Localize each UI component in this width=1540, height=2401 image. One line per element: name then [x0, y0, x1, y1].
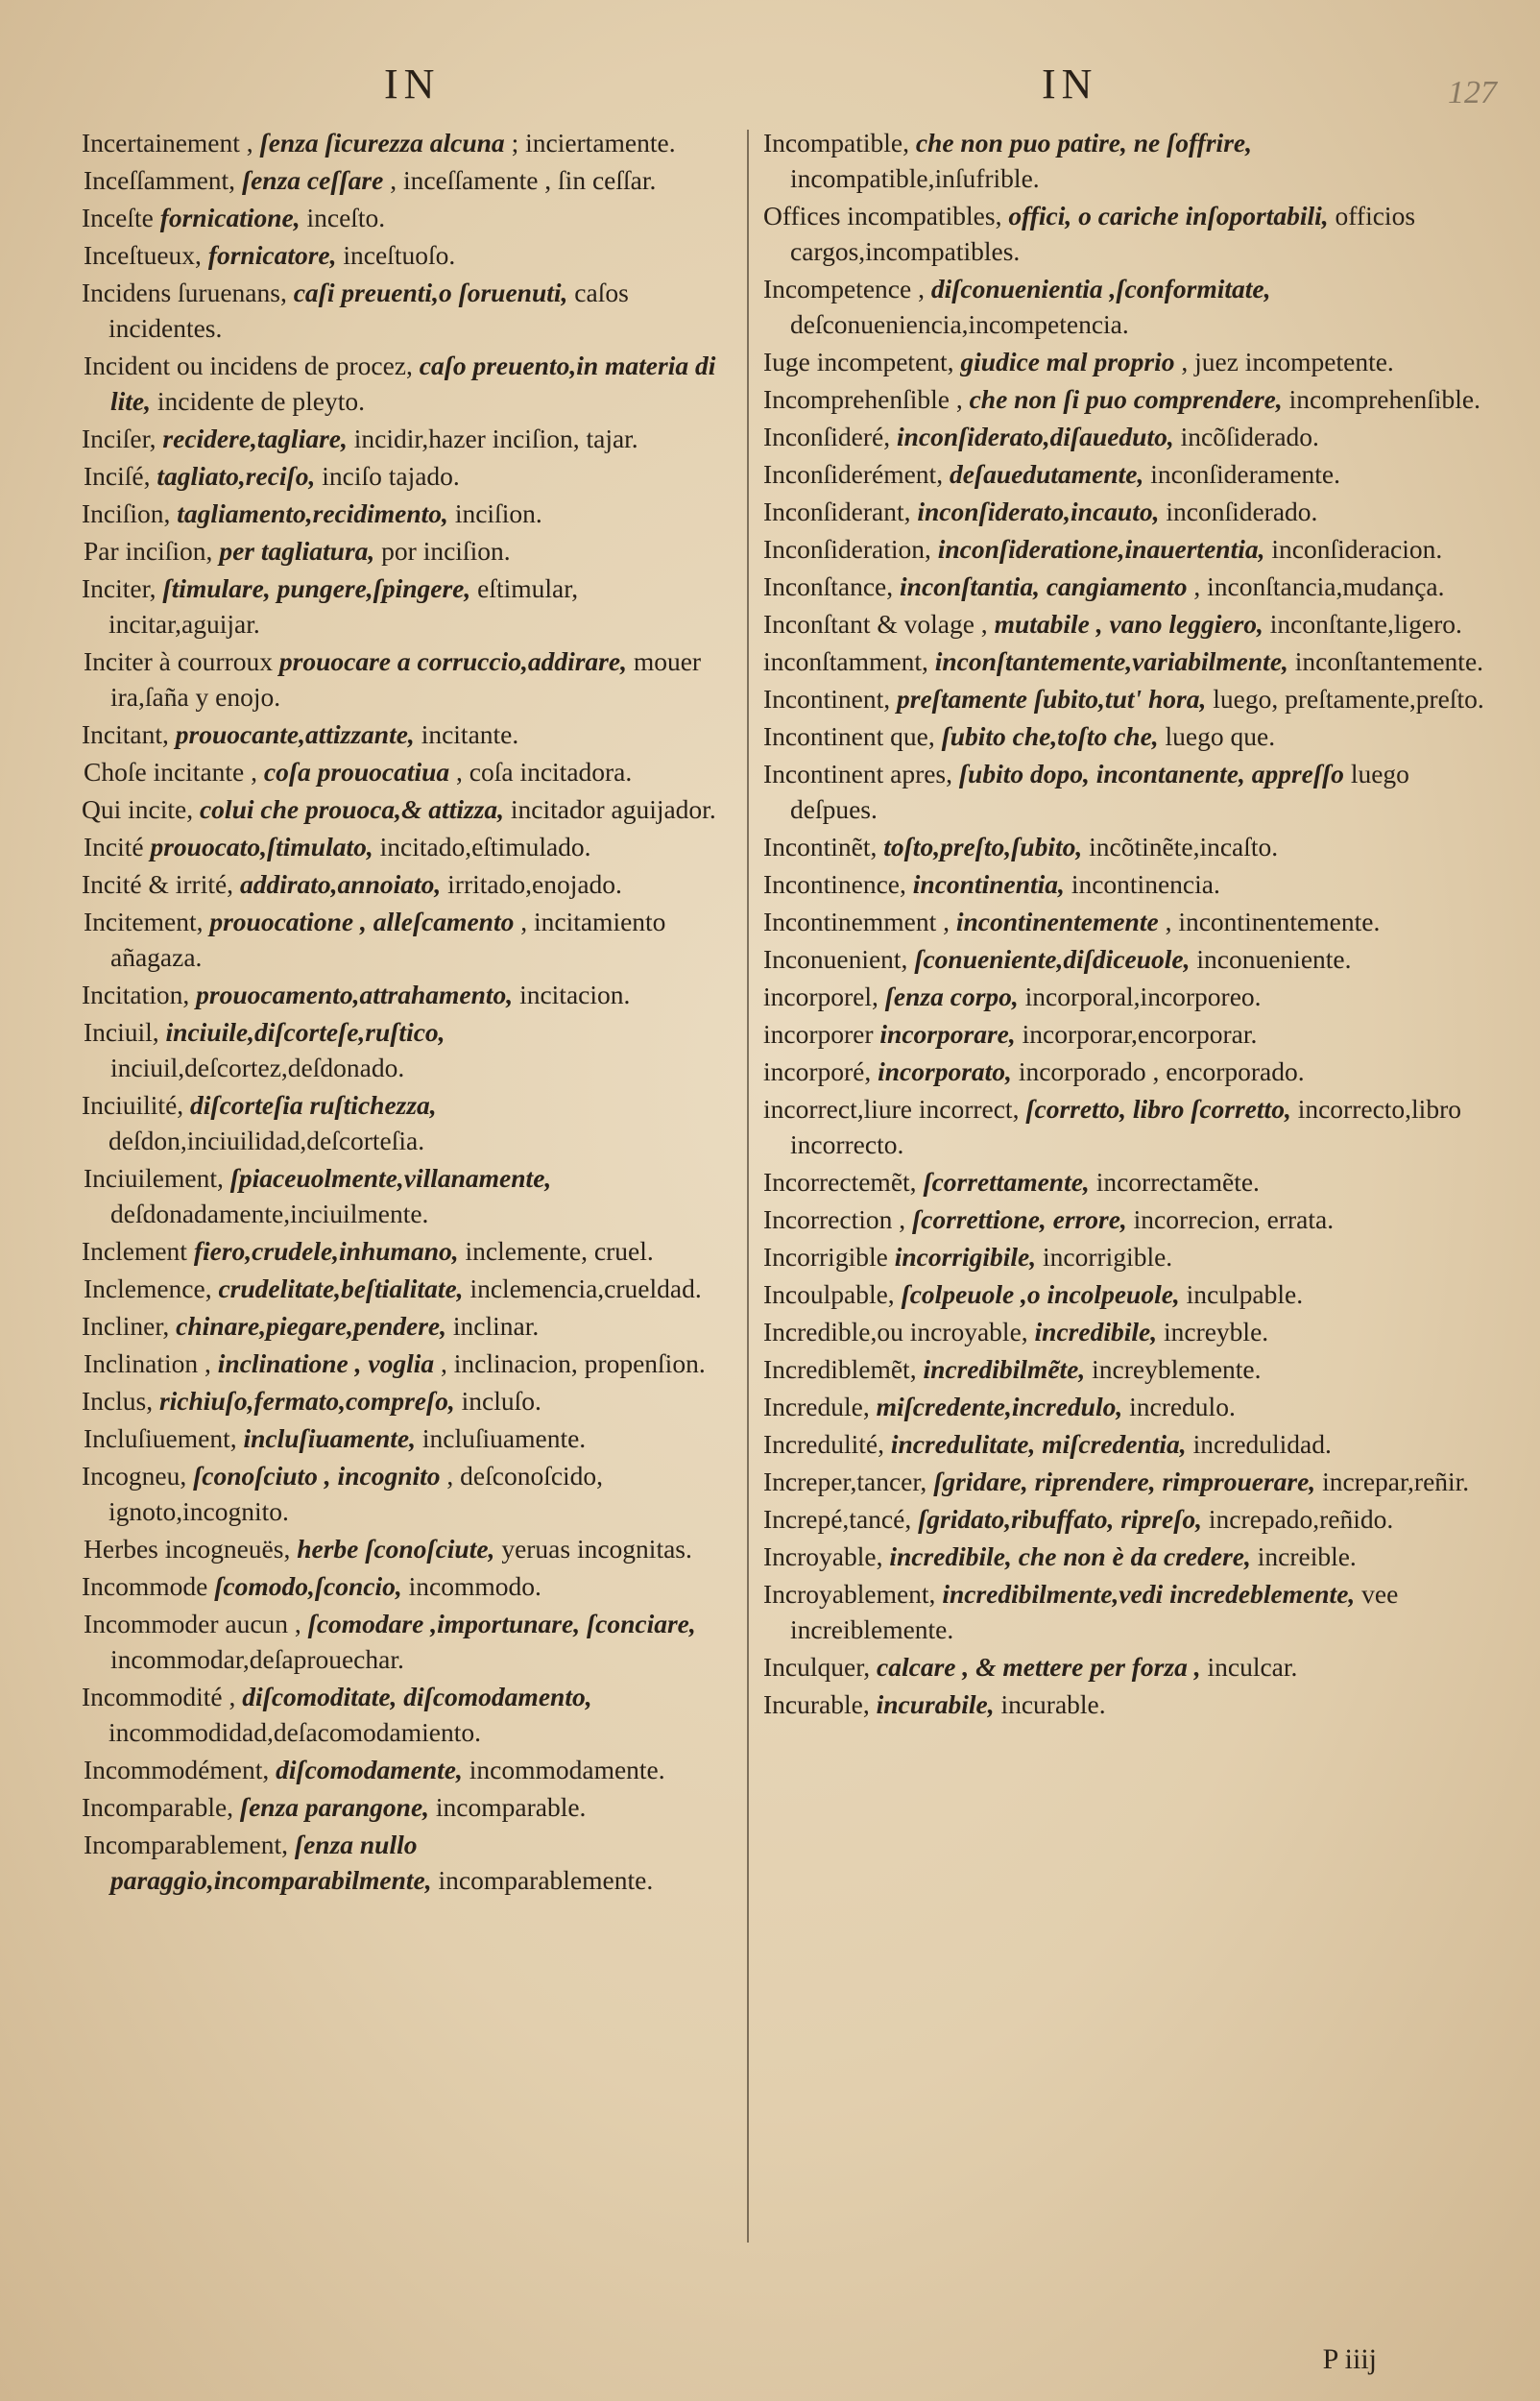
running-head-left: IN: [384, 61, 441, 108]
spanish-translation: inceſto.: [306, 203, 386, 232]
spanish-translation: inculcar.: [1207, 1652, 1298, 1682]
headword: Incrediblemẽt,: [763, 1354, 917, 1384]
headword: incorrect,liure incorrect,: [763, 1094, 1020, 1124]
headword: Inciter à courroux: [84, 646, 273, 676]
spanish-translation: incidente de pleyto.: [156, 386, 365, 416]
dictionary-entry: [82, 1679, 734, 1750]
spanish-translation: , deſconoſcido, ignoto,incognito.: [108, 1461, 604, 1526]
dictionary-entry: [82, 1233, 734, 1269]
left-column: [82, 125, 734, 1900]
headword: Incommodité ,: [82, 1682, 236, 1711]
spanish-translation: incompatible,inſufrible.: [790, 163, 1040, 193]
headword: Inconſtant & volage ,: [763, 609, 988, 639]
dictionary-entry: [763, 718, 1493, 754]
dictionary-entry: [763, 381, 1493, 417]
dictionary-entry: [82, 1827, 734, 1898]
spanish-translation: inciſo tajado.: [322, 461, 460, 491]
spanish-translation: incõtinẽte,incaſto.: [1089, 832, 1279, 861]
dictionary-entry: [763, 904, 1493, 939]
dictionary-entry: [763, 1091, 1493, 1162]
italian-translation: diſcorteſia ruſtichezza,: [190, 1090, 437, 1120]
dictionary-entry: [763, 1649, 1493, 1685]
italian-translation: ſpiaceuolmente,villanamente,: [229, 1163, 552, 1193]
dictionary-entry: [82, 829, 734, 864]
dictionary-entry: [82, 275, 734, 346]
spanish-translation: caſos incidentes.: [108, 278, 629, 343]
italian-translation: coſa prouocatiua: [263, 757, 450, 787]
spanish-translation: inciuil,deſcortez,deſdonado.: [110, 1053, 405, 1082]
dictionary-entry: [763, 1501, 1493, 1537]
headword: Incroyable,: [763, 1541, 883, 1571]
headword: Incomprehenſible ,: [763, 384, 963, 414]
spanish-translation: incorporar,encorporar.: [1022, 1019, 1258, 1049]
italian-translation: ſcomodare ,importunare, ſconciare,: [307, 1609, 696, 1638]
dictionary-entry: [763, 271, 1493, 342]
headword: Incluſiuement,: [84, 1423, 237, 1453]
spanish-translation: incommodamente.: [469, 1755, 665, 1784]
italian-translation: caſi preuenti,o ſoruenuti,: [293, 278, 568, 307]
spanish-translation: incidir,hazer inciſion, tajar.: [353, 424, 638, 453]
spanish-translation: inconſiderado.: [1166, 497, 1318, 526]
headword: Inconuenient,: [763, 944, 908, 974]
dictionary-entry: [82, 200, 734, 235]
spanish-translation: mouer ira,ſaña y enojo.: [110, 646, 702, 712]
italian-translation: incredibilmẽte,: [923, 1354, 1086, 1384]
dictionary-entry: [82, 1160, 734, 1231]
spanish-translation: incomprehenſible.: [1288, 384, 1480, 414]
dictionary-entry: [763, 1576, 1493, 1647]
italian-translation: ſenza parangone,: [239, 1792, 430, 1822]
headword: Incredule,: [763, 1392, 870, 1421]
spanish-translation: yeruas incognitas.: [501, 1534, 692, 1564]
spanish-translation: eſtimular, incitar,aguijar.: [108, 573, 579, 639]
dictionary-entry: [82, 162, 734, 198]
dictionary-entry: [82, 1271, 734, 1306]
italian-translation: giudice mal proprio: [960, 347, 1175, 376]
headword: Inciuil,: [84, 1017, 159, 1047]
spanish-translation: deſdonadamente,inciuilmente.: [110, 1199, 429, 1228]
spanish-translation: , incitamiento añagaza.: [110, 907, 666, 972]
spanish-translation: , inceſſamente , ſin ceſſar.: [390, 165, 657, 195]
italian-translation: ſubito dopo, incontanente, appreſſo: [958, 759, 1344, 788]
headword: Iuge incompetent,: [763, 347, 954, 376]
headword: Inconſideration,: [763, 534, 931, 564]
dictionary-entry: [82, 1420, 734, 1456]
spanish-translation: incurable.: [1000, 1689, 1106, 1719]
dictionary-entry: [82, 1568, 734, 1604]
dictionary-entry: [763, 1539, 1493, 1574]
italian-translation: incredulitate, miſcredentia,: [890, 1429, 1187, 1459]
headword: Incontinemment ,: [763, 907, 950, 936]
headword: Inceſte: [82, 203, 154, 232]
headword: Inceſtueux,: [84, 240, 202, 270]
spanish-translation: deſconueniencia,incompetencia.: [790, 309, 1129, 339]
spanish-translation: inclemencia,crueldad.: [469, 1273, 702, 1303]
dictionary-entry: [82, 1458, 734, 1529]
italian-translation: inclinatione , voglia: [217, 1348, 435, 1378]
italian-translation: addirato,annoiato,: [239, 869, 442, 899]
dictionary-entry: [763, 1314, 1493, 1349]
dictionary-entry: [763, 681, 1493, 716]
spanish-translation: incorporal,incorporeo.: [1024, 982, 1262, 1011]
spanish-translation: incontinencia.: [1071, 869, 1220, 899]
spanish-translation: incitacion.: [519, 980, 631, 1009]
italian-translation: ſtimulare, pungere,ſpingere,: [162, 573, 471, 603]
italian-translation: inconſtantia, cangiamento: [900, 571, 1188, 601]
spanish-translation: inclinar.: [452, 1311, 540, 1341]
spanish-translation: , juez incompetente.: [1181, 347, 1394, 376]
dictionary-entry: [763, 198, 1493, 269]
headword: Incontinent que,: [763, 721, 935, 751]
spanish-translation: incredulidad.: [1192, 1429, 1332, 1459]
headword: Inciſé,: [84, 461, 151, 491]
italian-translation: colui che prouoca,& attizza,: [199, 794, 504, 824]
spanish-translation: vee increiblemente.: [790, 1579, 1399, 1644]
italian-translation: ſcorretto, libro ſcorretto,: [1025, 1094, 1291, 1124]
signature-mark: P iiij: [1322, 2343, 1377, 2375]
italian-translation: diſcomodamente,: [276, 1755, 463, 1784]
italian-translation: ſcorrettione, errore,: [912, 1204, 1127, 1234]
running-head-right: IN: [1042, 61, 1098, 108]
headword: Qui incite,: [82, 794, 194, 824]
headword: Inceſſamment,: [84, 165, 236, 195]
italian-translation: chinare,piegare,pendere,: [176, 1311, 447, 1341]
headword: Incroyablement,: [763, 1579, 936, 1609]
italian-translation: incurabile,: [876, 1689, 995, 1719]
headword: Inciuilement,: [84, 1163, 224, 1193]
headword: Incontinent,: [763, 684, 891, 714]
italian-translation: caſo preuento,in materia di lite,: [110, 351, 716, 416]
headword: Inconſiderément,: [763, 459, 944, 489]
italian-translation: ſenza corpo,: [884, 982, 1019, 1011]
dictionary-entry: [82, 1606, 734, 1677]
italian-translation: herbe ſconoſciute,: [297, 1534, 495, 1564]
dictionary-entry: [763, 1464, 1493, 1499]
italian-translation: ſcomodo,ſconcio,: [214, 1571, 402, 1601]
italian-translation: incredibile, che non è da credere,: [889, 1541, 1251, 1571]
spanish-translation: incorrigible.: [1043, 1242, 1173, 1272]
headword: Incoulpable,: [763, 1279, 895, 1309]
dictionary-entry: [763, 1164, 1493, 1200]
dictionary-entry: [763, 1426, 1493, 1462]
headword: Inclement: [82, 1236, 187, 1266]
right-column: [763, 125, 1493, 1724]
italian-translation: che non ſi puo comprendere,: [969, 384, 1283, 414]
headword: incorporé,: [763, 1056, 872, 1086]
italian-translation: incorporato,: [878, 1056, 1012, 1086]
headword: Incorrectemẽt,: [763, 1167, 917, 1197]
headword: Par inciſion,: [84, 536, 213, 566]
spanish-translation: , incontinentemente.: [1165, 907, 1381, 936]
headword: Inconſideré,: [763, 422, 891, 451]
dictionary-entry: [82, 977, 734, 1012]
headword: Herbes incogneuës,: [84, 1534, 291, 1564]
headword: Choſe incitante ,: [84, 757, 257, 787]
italian-translation: fiero,crudele,inhumano,: [193, 1236, 459, 1266]
spanish-translation: increpar,reñir.: [1322, 1467, 1470, 1496]
spanish-translation: incommodo.: [408, 1571, 541, 1601]
dictionary-entry: [82, 570, 734, 642]
headword: Incompatible,: [763, 128, 909, 158]
page-number: 127: [1448, 75, 1497, 110]
spanish-translation: increible.: [1257, 1541, 1357, 1571]
headword: Incitement,: [84, 907, 204, 936]
dictionary-entry: [763, 1276, 1493, 1312]
dictionary-entry: [763, 125, 1493, 196]
headword: incorporer: [763, 1019, 874, 1049]
headword: Increpé,tancé,: [763, 1504, 912, 1534]
headword: Incorrigible: [763, 1242, 888, 1272]
dictionary-entry: [82, 904, 734, 975]
dictionary-entry: [82, 754, 734, 789]
headword: Incommode: [82, 1571, 208, 1601]
dictionary-entry: [763, 1686, 1493, 1722]
headword: Incontinẽt,: [763, 832, 878, 861]
italian-translation: offici, o cariche inſoportabili,: [1008, 201, 1329, 230]
headword: Incommodément,: [84, 1755, 270, 1784]
spanish-translation: incluſiuamente.: [421, 1423, 587, 1453]
spanish-translation: incitado,eſtimulado.: [379, 832, 591, 861]
italian-translation: ſconoſciuto , incognito: [193, 1461, 441, 1491]
italian-translation: ſenza ceſſare: [241, 165, 384, 195]
italian-translation: ſubito che,toſto che,: [941, 721, 1159, 751]
italian-translation: ſgridato,ribuffato, ripreſo,: [918, 1504, 1202, 1534]
headword: Incident ou incidens de procez,: [84, 351, 413, 380]
dictionary-entry: [82, 1752, 734, 1787]
dictionary-entry: [82, 1087, 734, 1158]
headword: Incorrection ,: [763, 1204, 906, 1234]
italian-translation: richiuſo,fermato,compreſo,: [158, 1386, 455, 1416]
dictionary-entry: [763, 1016, 1493, 1052]
italian-translation: che non puo patire, ne ſoffrire,: [915, 128, 1252, 158]
italian-translation: tagliamento,recidimento,: [177, 498, 448, 528]
italian-translation: ſconueniente,diſdiceuole,: [914, 944, 1191, 974]
headword: Incertainement ,: [82, 128, 253, 158]
headword: Incomparable,: [82, 1792, 234, 1822]
spanish-translation: incõſiderado.: [1180, 422, 1319, 451]
italian-translation: incontinentia,: [912, 869, 1065, 899]
spanish-translation: officios cargos,incompatibles.: [790, 201, 1416, 266]
italian-translation: incredibile,: [1034, 1317, 1158, 1346]
italian-translation: ſcolpeuole ,o incolpeuole,: [901, 1279, 1180, 1309]
spanish-translation: incomparable.: [435, 1792, 587, 1822]
dictionary-entry: [763, 531, 1493, 567]
dictionary-entry: [82, 1014, 734, 1085]
italian-translation: tagliato,reciſo,: [156, 461, 316, 491]
headword: Incredulité,: [763, 1429, 884, 1459]
headword: Inclemence,: [84, 1273, 212, 1303]
headword: Offices incompatibles,: [763, 201, 1002, 230]
headword: Inciſer,: [82, 424, 156, 453]
headword: Inconſiderant,: [763, 497, 911, 526]
dictionary-entry: [763, 643, 1493, 679]
italian-translation: inconſiderato,diſaueduto,: [896, 422, 1174, 451]
spanish-translation: incorporado , encorporado.: [1018, 1056, 1305, 1086]
spanish-translation: inciſion.: [454, 498, 542, 528]
italian-translation: prouocare a corruccio,addirare,: [278, 646, 627, 676]
spanish-translation: incorrecto,libro incorrecto.: [790, 1094, 1461, 1159]
italian-translation: inconſideratione,inauertentia,: [937, 534, 1265, 564]
dictionary-entry: [763, 829, 1493, 864]
dictionary-entry: [82, 1346, 734, 1381]
headword: Inciuilité,: [82, 1090, 184, 1120]
headword: inconſtamment,: [763, 646, 928, 676]
headword: Inclination ,: [84, 1348, 211, 1378]
italian-translation: recidere,tagliare,: [162, 424, 348, 453]
italian-translation: fornicatore,: [207, 240, 337, 270]
dictionary-entry: [82, 866, 734, 902]
dictionary-entry: [763, 569, 1493, 604]
headword: Inciſion,: [82, 498, 171, 528]
headword: Incomparablement,: [84, 1830, 289, 1859]
spanish-translation: increyble.: [1163, 1317, 1269, 1346]
italian-translation: inconſiderato,incauto,: [917, 497, 1160, 526]
italian-translation: diſcomoditate, diſcomodamento,: [242, 1682, 592, 1711]
italian-translation: deſauedutamente,: [949, 459, 1144, 489]
spanish-translation: inculpable.: [1186, 1279, 1304, 1309]
dictionary-entry: [763, 1239, 1493, 1274]
headword: Increper,tancer,: [763, 1467, 927, 1496]
spanish-translation: irritado,enojado.: [447, 869, 622, 899]
spanish-translation: increpado,reñido.: [1208, 1504, 1394, 1534]
spanish-translation: incredulo.: [1129, 1392, 1236, 1421]
dictionary-entry: [763, 941, 1493, 977]
spanish-translation: por inciſion.: [381, 536, 511, 566]
spanish-translation: incomparablemente.: [438, 1865, 654, 1895]
dictionary-entry: [763, 1054, 1493, 1089]
italian-translation: incorporare,: [879, 1019, 1016, 1049]
dictionary-entry: [82, 791, 734, 827]
spanish-translation: incitante.: [421, 719, 519, 749]
headword: Incité: [84, 832, 144, 861]
headword: Incitation,: [82, 980, 190, 1009]
spanish-translation: incorrectamẽte.: [1095, 1167, 1260, 1197]
headword: Incliner,: [82, 1311, 170, 1341]
italian-translation: incontinentemente: [955, 907, 1159, 936]
dictionary-entry: [82, 716, 734, 752]
italian-translation: inciuile,diſcorteſe,ruſtico,: [165, 1017, 445, 1047]
italian-translation: preſtamente ſubito,tut' hora,: [897, 684, 1207, 714]
spanish-translation: ; inciertamente.: [511, 128, 676, 158]
spanish-translation: increyblemente.: [1092, 1354, 1262, 1384]
spanish-translation: incommodar,deſaprouechar.: [110, 1644, 404, 1674]
italian-translation: ſgridare, riprendere, rimprouerare,: [933, 1467, 1316, 1496]
italian-translation: mutabile , vano leggiero,: [994, 609, 1263, 639]
dictionary-entry: [763, 456, 1493, 492]
dictionary-entry: [763, 756, 1493, 827]
italian-translation: prouocamento,attrahamento,: [196, 980, 514, 1009]
headword: Inculquer,: [763, 1652, 871, 1682]
dictionary-entry: [763, 606, 1493, 642]
headword: Incredible,ou incroyable,: [763, 1317, 1028, 1346]
italian-translation: prouocatione , alleſcamento: [209, 907, 515, 936]
dictionary-entry: [82, 1531, 734, 1566]
italian-translation: ſenza nullo paraggio,incomparabilmente,: [110, 1830, 432, 1895]
italian-translation: crudelitate,beſtialitate,: [218, 1273, 464, 1303]
dictionary-entry: [763, 1201, 1493, 1237]
dictionary-entry: [82, 237, 734, 273]
dictionary-entry: [763, 1389, 1493, 1424]
spanish-translation: inconſideramente.: [1150, 459, 1341, 489]
headword: Inconſtance,: [763, 571, 894, 601]
italian-translation: incorrigibile,: [894, 1242, 1037, 1272]
spanish-translation: , coſa incitadora.: [456, 757, 633, 787]
italian-translation: incluſiuamente,: [243, 1423, 417, 1453]
spanish-translation: incluſo.: [461, 1386, 541, 1416]
dictionary-entry: [763, 1351, 1493, 1387]
headword: Incommoder aucun ,: [84, 1609, 301, 1638]
headword: Inclus,: [82, 1386, 154, 1416]
headword: Incitant,: [82, 719, 169, 749]
spanish-translation: inceſtuoſo.: [343, 240, 456, 270]
dictionary-entry: [763, 866, 1493, 902]
dictionary-entry: [82, 1383, 734, 1419]
italian-translation: inconſtantemente,variabilmente,: [934, 646, 1288, 676]
italian-translation: incredibilmente,vedi incredeblemente,: [942, 1579, 1356, 1609]
italian-translation: prouocante,attizzante,: [175, 719, 415, 749]
italian-translation: toſto,preſto,ſubito,: [883, 832, 1083, 861]
dictionary-entry: [82, 533, 734, 569]
dictionary-entry: [82, 348, 734, 419]
spanish-translation: inconueniente.: [1196, 944, 1352, 974]
italian-translation: ſcorrettamente,: [923, 1167, 1090, 1197]
headword: Incidens ſuruenans,: [82, 278, 287, 307]
italian-translation: fornicatione,: [159, 203, 301, 232]
spanish-translation: incorrecion, errata.: [1133, 1204, 1335, 1234]
headword: Incurable,: [763, 1689, 870, 1719]
headword: incorporel,: [763, 982, 878, 1011]
spanish-translation: incommodidad,deſacomodamiento.: [108, 1717, 481, 1747]
spanish-translation: inconſtante,ligero.: [1269, 609, 1462, 639]
spanish-translation: incitador aguijador.: [510, 794, 716, 824]
dictionary-entry: [82, 1789, 734, 1825]
headword: Incogneu,: [82, 1461, 187, 1491]
spanish-translation: inconſideracion.: [1271, 534, 1443, 564]
dictionary-entry: [82, 1308, 734, 1344]
spanish-translation: , inclinacion, propenſion.: [441, 1348, 706, 1378]
headword: Incité & irrité,: [82, 869, 234, 899]
italian-translation: calcare , & mettere per forza ,: [877, 1652, 1201, 1682]
spanish-translation: deſdon,inciuilidad,deſcorteſia.: [108, 1126, 425, 1155]
headword: Incontinence,: [763, 869, 906, 899]
dictionary-entry: [763, 494, 1493, 529]
dictionary-entry: [763, 419, 1493, 454]
headword: Incompetence ,: [763, 274, 925, 303]
column-divider: [747, 130, 749, 2243]
dictionary-entry: [763, 344, 1493, 379]
dictionary-entry: [82, 643, 734, 715]
dictionary-entry: [82, 421, 734, 456]
dictionary-entry: [763, 979, 1493, 1014]
dictionary-entry: [82, 125, 734, 160]
italian-translation: miſcredente,incredulo,: [876, 1392, 1123, 1421]
spanish-translation: luego, preſtamente,preſto.: [1213, 684, 1484, 714]
italian-translation: ſenza ſicurezza alcuna: [259, 128, 505, 158]
italian-translation: per tagliatura,: [219, 536, 375, 566]
spanish-translation: inclemente, cruel.: [465, 1236, 654, 1266]
headword: Inciter,: [82, 573, 156, 603]
italian-translation: diſconuenientia ,ſconformitate,: [930, 274, 1271, 303]
spanish-translation: luego deſpues.: [790, 759, 1409, 824]
italian-translation: prouocato,ſtimulato,: [150, 832, 373, 861]
spanish-translation: luego que.: [1165, 721, 1276, 751]
spanish-translation: inconſtantemente.: [1294, 646, 1484, 676]
dictionary-entry: [82, 496, 734, 531]
dictionary-entry: [82, 458, 734, 494]
headword: Incontinent apres,: [763, 759, 953, 788]
spanish-translation: , inconſtancia,mudança.: [1193, 571, 1445, 601]
